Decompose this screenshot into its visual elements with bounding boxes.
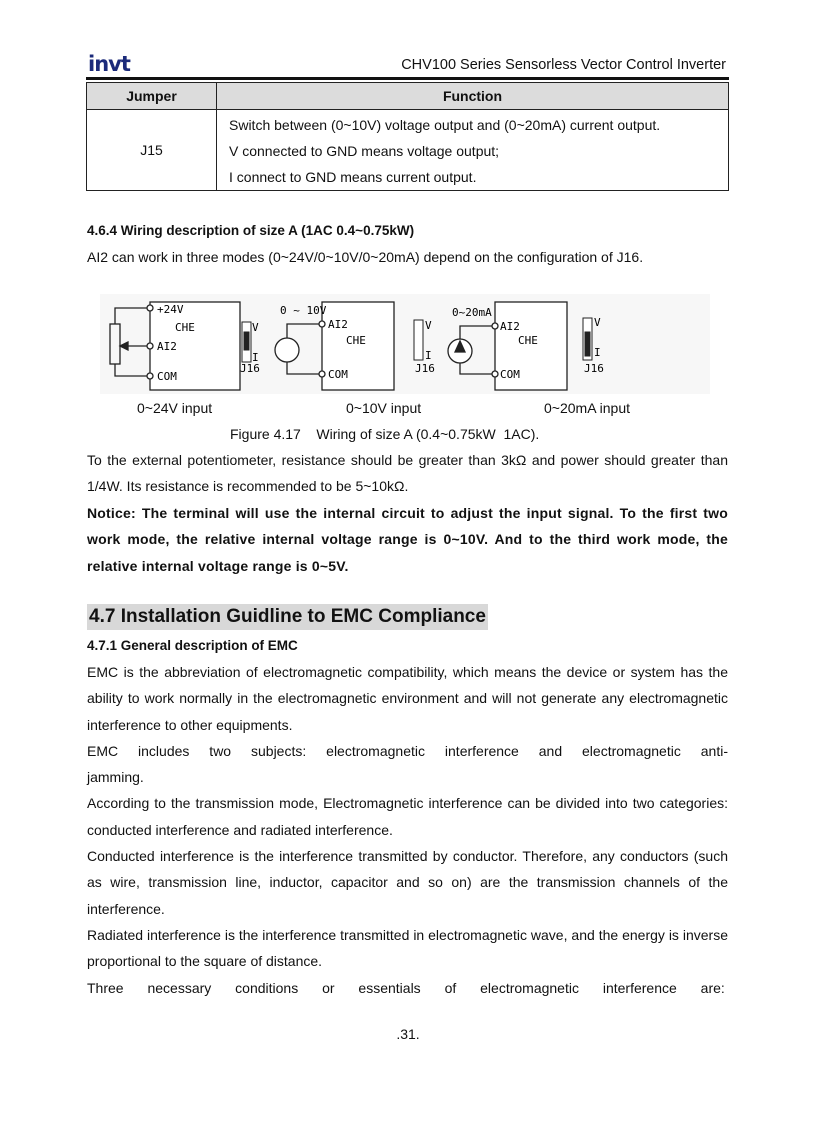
function-line: I connect to GND means current output.: [229, 169, 477, 185]
jumper-icon-3: [583, 318, 592, 360]
jumper-v: V: [252, 321, 259, 334]
jumper-i: I: [252, 351, 259, 364]
jumper-label: J16: [240, 362, 260, 375]
section-heading-471: 4.7.1 General description of EMC: [87, 638, 298, 653]
jumper-label: J16: [415, 362, 435, 375]
invt-logo: invt: [88, 52, 130, 76]
paragraph: Radiated interference is the interference transmitted in electromagnetic wave, and the energy is inverse proportional to the square of distance.: [87, 926, 728, 970]
jumper-icon-1: [242, 322, 251, 362]
label-ai2: AI2: [500, 320, 520, 333]
label-0-20ma: 0~20mA: [452, 306, 492, 319]
jumper-v: V: [425, 319, 432, 332]
wiring-figure: [100, 294, 710, 394]
label-0-10v: 0 ~ 10V: [280, 304, 327, 317]
label-com: COM: [328, 368, 348, 381]
jumper-icon-2: [414, 320, 423, 360]
section-heading-47: 4.7 Installation Guidline to EMC Compliance: [87, 604, 488, 630]
table-row: [87, 110, 729, 191]
header-rule: [86, 77, 729, 80]
function-line: Switch between (0~10V) voltage output and (0~20mA) current output.: [229, 117, 661, 133]
jumper-i: I: [425, 349, 432, 362]
jumper-v: V: [594, 316, 601, 329]
paragraph: According to the transmission mode, Electromagnetic interference can be divided into two categories: conducted interference and radiated interference.: [87, 795, 728, 838]
label-com: COM: [500, 368, 520, 381]
caption-24v: 0~24V input: [137, 400, 213, 416]
caption-10v: 0~10V input: [346, 400, 422, 416]
paragraph-ai2-modes: AI2 can work in three modes (0~24V/0~10V/0~20mA) depend on the configuration of J16.: [87, 249, 644, 265]
label-che: CHE: [175, 321, 195, 334]
section-heading-464: 4.6.4 Wiring description of size A (1AC 0.4~0.75kW): [87, 223, 415, 238]
label-che: CHE: [346, 334, 366, 347]
function-cell: [217, 110, 729, 191]
jumper-label: J16: [584, 362, 604, 375]
paragraph: EMC includes two subjects: electromagnetic interference and electromagnetic anti-jamming.: [87, 742, 728, 786]
figure-caption: Figure 4.17 Wiring of size A (0.4~0.75kW 1AC).: [230, 426, 540, 442]
label-com: COM: [157, 370, 177, 383]
paragraph: Conducted interference is the interference transmitted by conductor. Therefore, any conductors (such as wire, transmission line, inductor, capacitor and so on) are the transmission channels of the interference.: [87, 848, 728, 917]
header-title: CHV100 Series Sensorless Vector Control Inverter: [401, 57, 726, 73]
jumper-i: I: [594, 346, 601, 359]
label-che: CHE: [518, 334, 538, 347]
col-header-function: Function: [217, 83, 729, 110]
col-header-jumper: Jumper: [87, 83, 217, 110]
caption-20ma: 0~20mA input: [544, 400, 631, 416]
notice-paragraph: Notice: The terminal will use the internal circuit to adjust the input signal. To the first two work mode, the relative internal voltage range is 0~10V. And to the third work mode, the relative internal voltage range is 0~5V.: [87, 505, 728, 574]
paragraph: Three necessary conditions or essentials of electromagnetic interference are:: [87, 979, 725, 996]
jumper-cell: J15: [87, 110, 217, 191]
function-line: V connected to GND means voltage output;: [229, 143, 500, 159]
paragraph-potentiometer: To the external potentiometer, resistance should be greater than 3kΩ and power should greater than 1/4W. Its resistance is recommended to be 5~10kΩ.: [87, 452, 728, 495]
label-24v: +24V: [157, 303, 184, 316]
paragraph: EMC is the abbreviation of electromagnetic compatibility, which means the device or system has the ability to work normally in the electromagnetic environment and will not generate any electromagnetic interference to other equipments.: [87, 664, 728, 733]
emc-body: [87, 659, 728, 1001]
jumper-table: [86, 82, 729, 191]
label-ai2: AI2: [328, 318, 348, 331]
page-number: .31.: [396, 1026, 420, 1042]
label-ai2: AI2: [157, 340, 177, 353]
